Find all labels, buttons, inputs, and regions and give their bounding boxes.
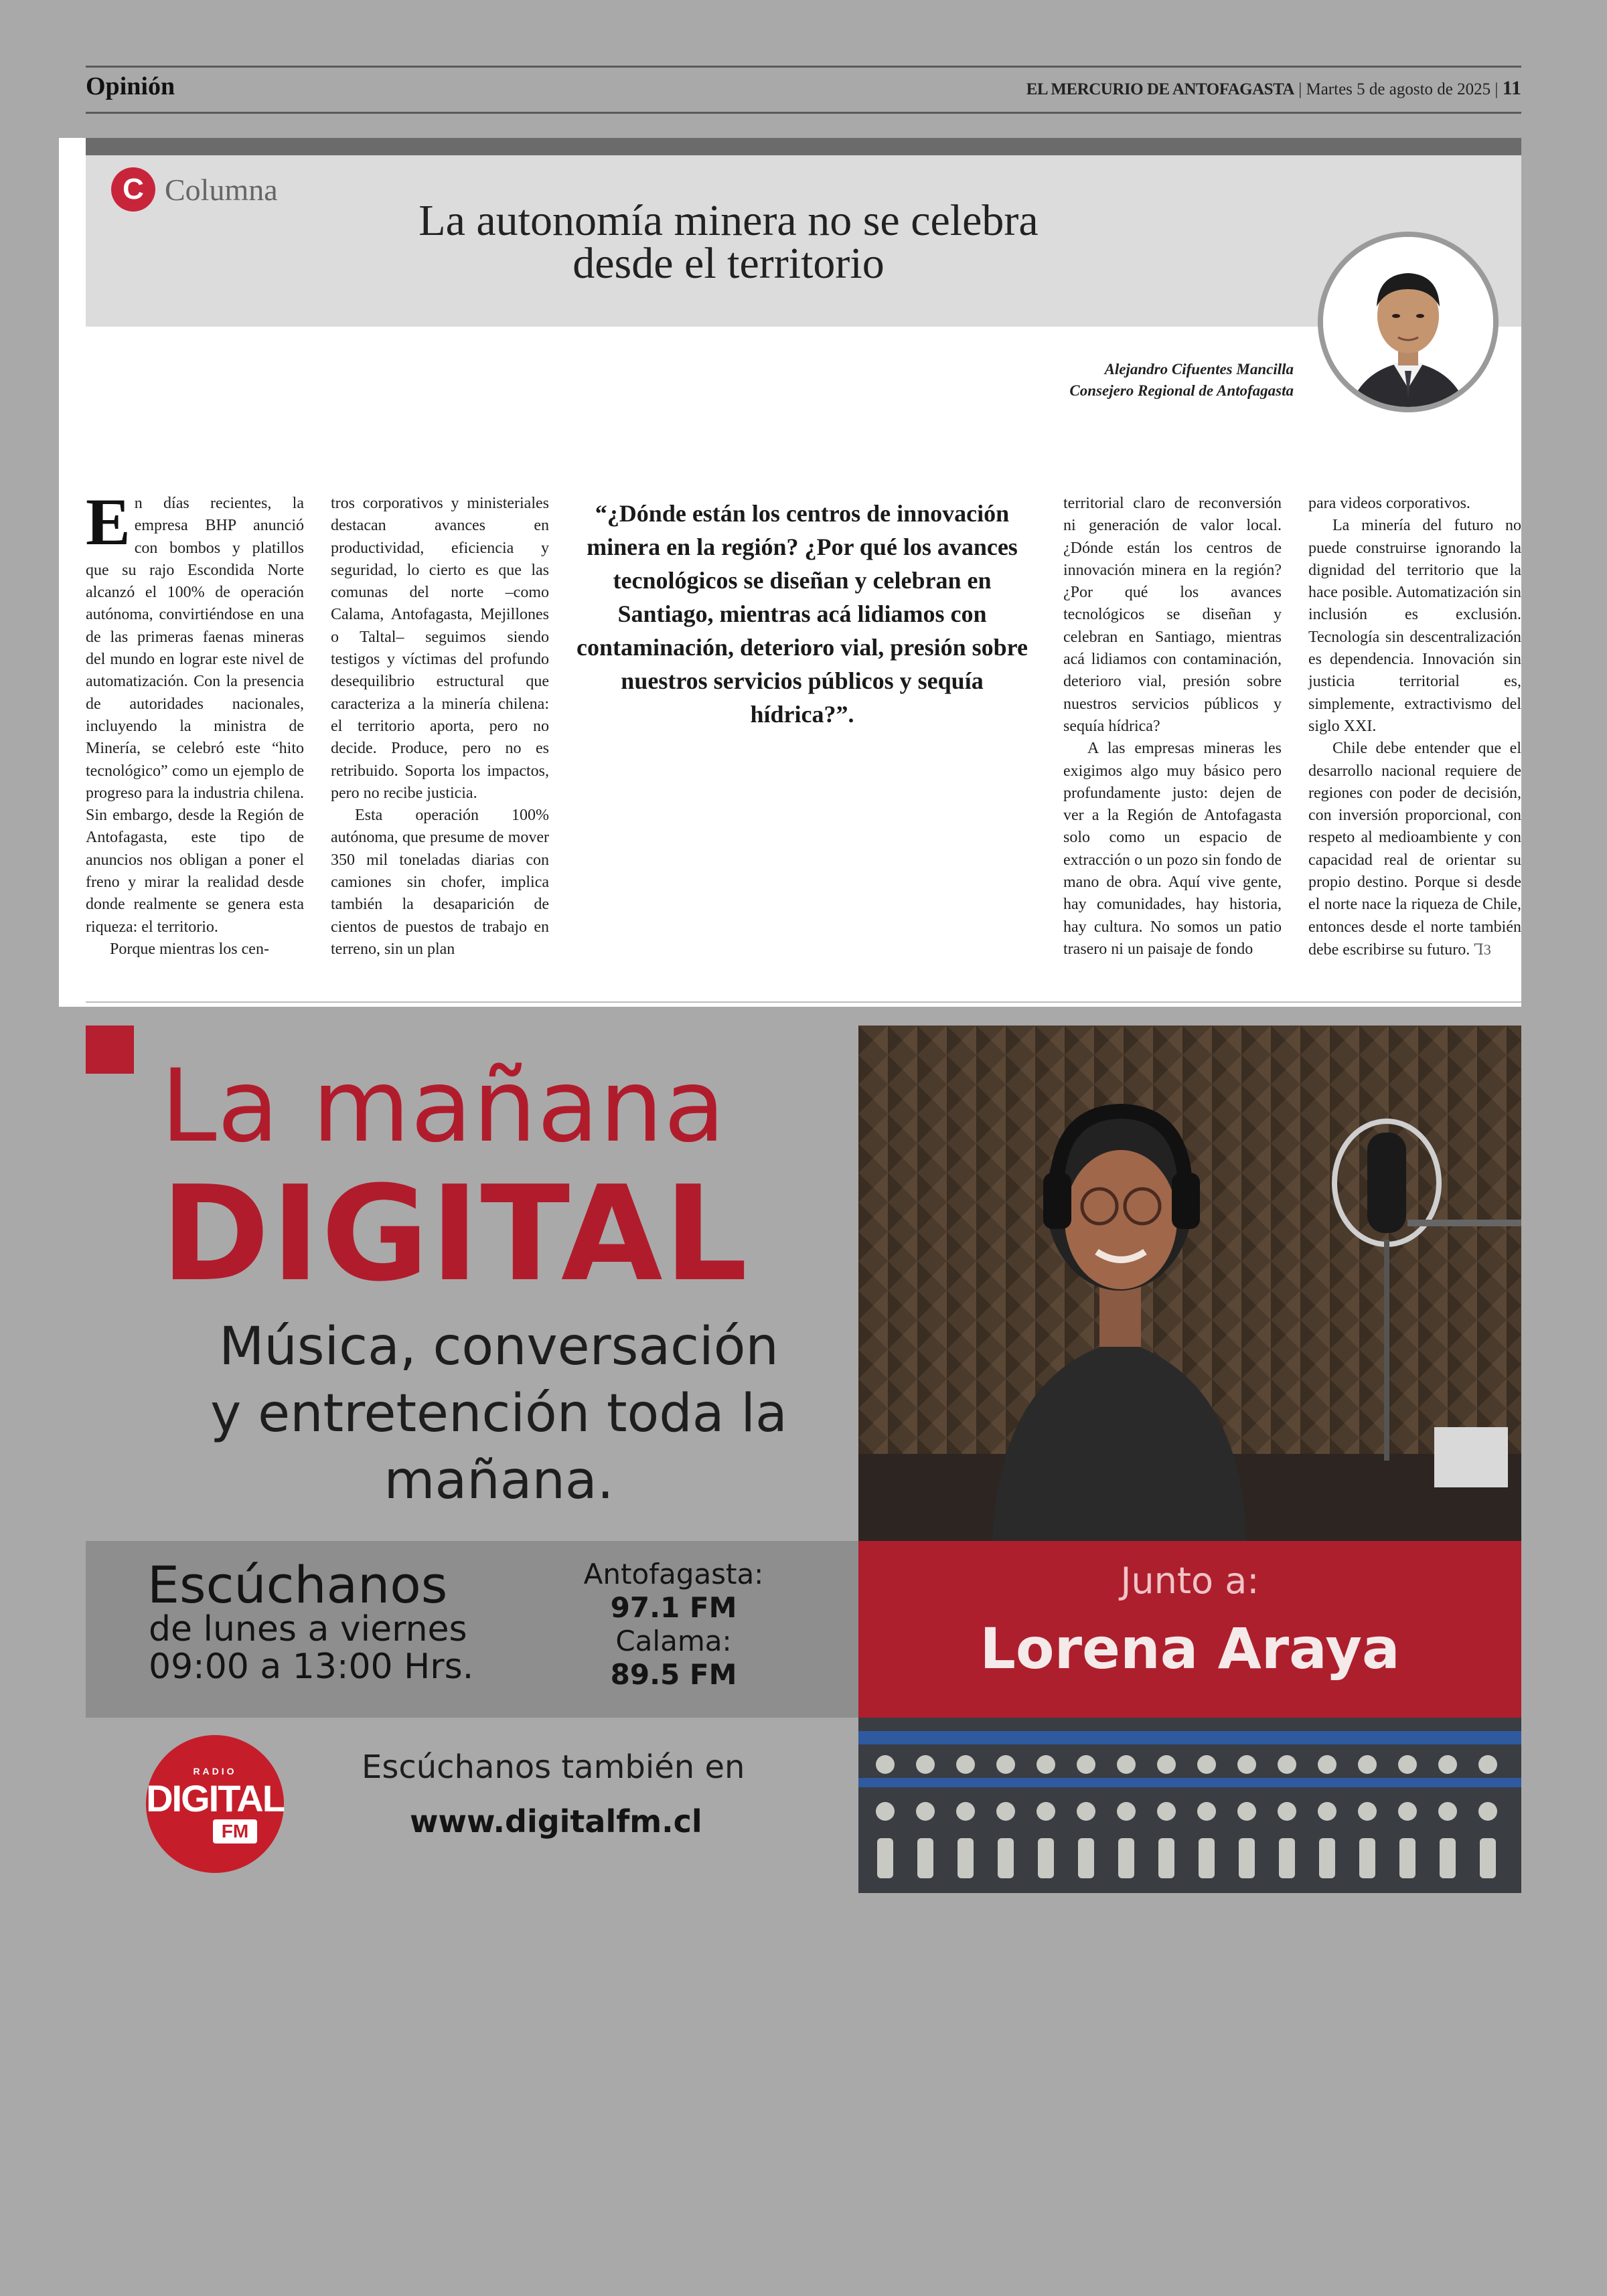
headline-line-2: desde el territorio [572, 239, 885, 288]
author-name: Alejandro Cifuentes Mancilla [1104, 361, 1294, 378]
byline [1069, 359, 1294, 402]
paragraph: A las empresas mineras les exigimos algo muy básico pero profundamente justo: dejen de ver a la Región de Antofagasta solo como un espacio de extracción o un pozo sin fondo de mano de obra. Aquí vive gente, hay comunidades, hay historia, hay cultura. No somos un patio trasero ni un paisaje de fondo [1063, 740, 1282, 958]
also-listen-label: Escúchanos también en [362, 1748, 745, 1786]
opinion-column [59, 138, 1521, 1007]
logo-fm-badge: FM [213, 1819, 257, 1843]
pull-quote: “¿Dónde están los centros de innovación minera en la región? ¿Por qué los avances tecnológicos se diseñan y celebran en Santiago, mientras acá lidiamos con contaminación, deterioro vial, presión sobre nuestros servicios públicos y sequía hídrica?”. [577, 500, 1028, 728]
text-column-5 [1308, 493, 1521, 961]
issue-date: Martes 5 de agosto de 2025 [1306, 80, 1491, 98]
headline [394, 196, 1063, 288]
logo-radio-text: RADIO [193, 1766, 237, 1777]
ad-title-line-2: DIGITAL [161, 1158, 749, 1311]
bottom-rule [86, 1001, 1521, 1003]
radio-logo [146, 1735, 284, 1873]
paragraph: n días recientes, la empresa BHP anunció con bombos y platillos que su rajo Escondida Norte alcanzó el 100% de operación autónoma, convirtiéndose en una de las primeras faenas mineras del mundo en lograr este nivel de automatización. Con la presencia de autoridades nacionales, incluyendo la ministra de Minería, se celebró este “hito tecnológico” como un ejemplo de progreso para la industria chilena. Sin embargo, desde la Región de Antofagasta, este tipo de anuncios nos obligan a poner el freno y mirar la realidad desde donde realmente se genera esta riqueza: el territorio. [86, 495, 304, 936]
mixer-photo [858, 1718, 1521, 1893]
paragraph: Esta operación 100% autónoma, que presume de mover 350 mil toneladas diarias con camiones sin chofer, implica también la desaparición de cientos de puestos de trabajo en terreno, sin un plan [331, 807, 549, 958]
publication-name: EL MERCURIO DE ANTOFAGASTA [1026, 80, 1294, 98]
with-label: Junto a: [1120, 1560, 1259, 1602]
studio-photo-icon [858, 1026, 1521, 1541]
city-calama: Calama: [615, 1625, 732, 1657]
page-number: 11 [1502, 77, 1521, 99]
paragraph: La minería del futuro no puede construirse ignorando la dignidad del territorio que la hace posible. Automatización sin inclusión es exclusión. Tecnología sin descentralización es dependencia. Innovación sin justicia territorial es, simplemente, extractivismo del siglo XXI. [1308, 517, 1521, 735]
text-column-2 [331, 493, 549, 961]
end-mark-icon: Ꞁ3 [1474, 940, 1491, 958]
author-photo [1318, 232, 1499, 412]
schedule-hours: 09:00 a 13:00 Hrs. [149, 1647, 474, 1687]
ad-accent-square [86, 1026, 134, 1074]
host-name: Lorena Araya [980, 1616, 1400, 1682]
publication-line: EL MERCURIO DE ANTOFAGASTA | Martes 5 de agosto de 2025 | 11 [1026, 77, 1521, 99]
headline-line-1: La autonomía minera no se celebra [418, 196, 1039, 245]
paragraph: territorial claro de reconversión ni generación de valor local. ¿Dónde están los centros de innovación minera en la región? ¿Por qué los avances tecnológicos se diseñan y celebran en Santiago, mientras acá lidiamos con contaminación, deterioro vial, presión sobre nuestros servicios públicos y sequía hídrica? [1063, 495, 1282, 735]
section-name: Opinión [86, 72, 175, 100]
frequency-antofagasta: 97.1 FM [610, 1591, 737, 1624]
top-rule [86, 138, 1521, 155]
author-role: Consejero Regional de Antofagasta [1069, 382, 1294, 399]
column-label: Columna [165, 172, 278, 207]
paragraph: tros corporativos y ministeriales destacan avances en productividad, eficiencia y seguridad, lo cierto es que las comunas del norte –como Calama, Antofagasta, Mejillones o Taltal– seguimos siendo testigos y víctimas del profundo desequilibrio estructural que caracteriza a la minería chilena: el territorio aporta, pero no decide. Produce, pero no es retribuido. Soporta los impactos, pero no recibe justicia. [331, 495, 549, 802]
text-column-4 [1063, 493, 1282, 961]
author-portrait-icon [1323, 237, 1493, 407]
schedule [149, 1611, 473, 1686]
paragraph: para videos corporativos. [1308, 495, 1470, 512]
ad-tagline: Música, conversación y entretención toda la mañana. [210, 1317, 787, 1511]
drop-cap: E [86, 485, 131, 559]
mixing-console-icon [858, 1718, 1521, 1893]
city-antofagasta: Antofagasta: [583, 1558, 764, 1590]
running-header [86, 66, 1521, 114]
column-icon: C [111, 167, 155, 212]
text-column-1 [86, 485, 304, 961]
schedule-days: de lunes a viernes [149, 1609, 467, 1649]
listen-heading: Escúchanos [147, 1555, 448, 1615]
website-link[interactable]: www.digitalfm.cl [410, 1803, 702, 1839]
logo-wordmark: DIGITAL [146, 1777, 284, 1819]
ad-title-line-1: La mañana [161, 1048, 726, 1165]
host-photo [858, 1026, 1521, 1541]
paragraph: Chile debe entender que el desarrollo nacional requiere de regiones con poder de decisión, con inversión proporcional, con respeto al medioambiente y con capacidad real de orientar su propio destino. Porque si desde el norte nace la riqueza de Chile, entonces desde el norte también debe escribirse su futuro. [1308, 740, 1521, 959]
column-badge [111, 167, 278, 212]
paragraph: Porque mientras los cen- [110, 940, 269, 958]
frequency-calama: 89.5 FM [610, 1658, 737, 1691]
